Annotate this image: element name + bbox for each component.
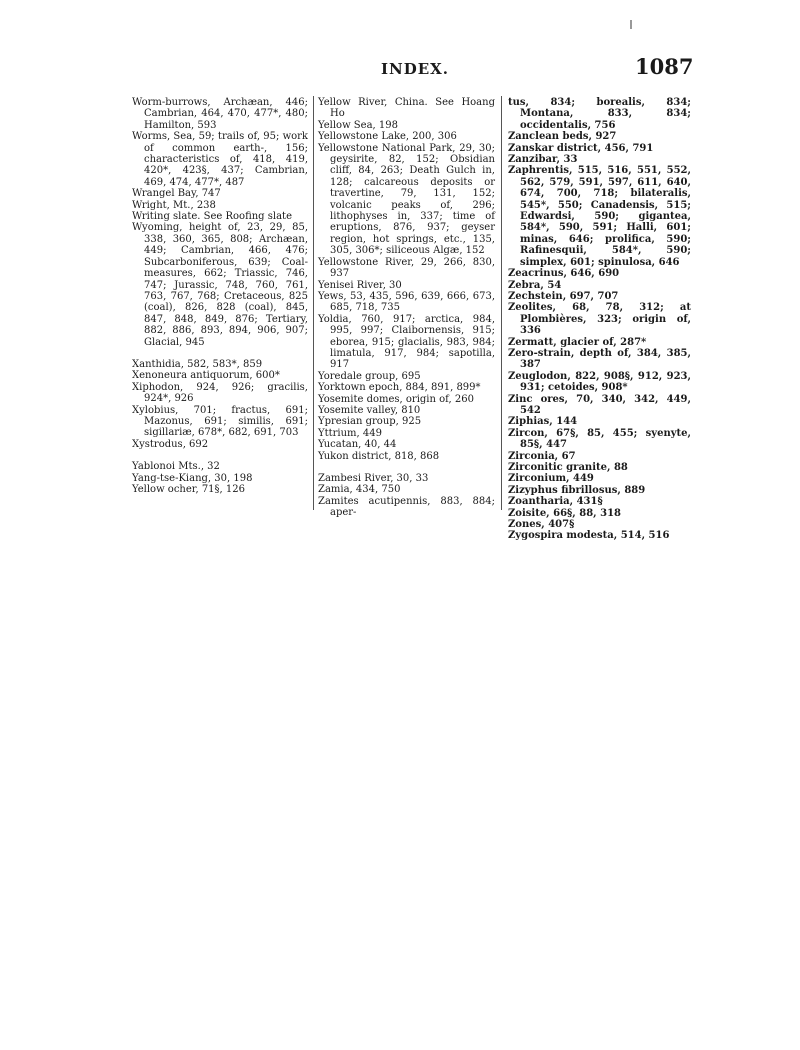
scan-edge-mark	[630, 20, 632, 29]
index-entry: Zanclean beds, 927	[508, 131, 617, 143]
index-entry: Worm-burrows, Archæan, 446; Cambrian, 464, 470, 477*, 480; Hamilton, 593	[132, 97, 308, 131]
index-entry: Wyoming, height of, 23, 29, 85, 338, 360, 365, 808; Archæan, 449; Cambrian, 466, 476; Subcarboniferous, 639; Coal-measures, 662; Triassic, 746, 747; Jurassic, 748, 760, 761, 763, 767, 768; Cretaceous, 825 (coal), 826, 828 (coal), 845, 847, 848, 849, 876; Tertiary, 882, 886, 893, 894, 906, 907; Glacial, 945	[132, 222, 308, 348]
letter-group-gap	[132, 348, 308, 359]
index-entry: Yellow Sea, 198	[318, 119, 398, 131]
index-entry: Zanzibar, 33	[508, 154, 578, 166]
index-entry: Yellow River, China. See Hoang Ho	[318, 97, 495, 120]
index-entry: Xanthidia, 582, 583*, 859	[132, 358, 263, 370]
index-column-2	[318, 97, 495, 519]
running-header-title: INDEX.	[381, 60, 450, 78]
index-entry: Yellow ocher, 71§, 126	[132, 484, 245, 495]
index-entry: Zaphrentis, 515, 516, 551, 552, 562, 579, 591, 597, 611, 640, 674, 700, 718; bilateralis, 545*, 550; Canadensis, 515; Edwardsi, 590; gigantea, 584*, 590, 591; Halli, 601; minas, 646; prolifica, 590; Rafinesquii, 584*, 590; simplex, 601; spinulosa, 646	[508, 165, 691, 268]
index-entry: Yang-tse-Kiang, 30, 198	[132, 472, 253, 484]
index-entry: Zizyphus fibrillosus, 889	[508, 484, 646, 496]
index-entry: Zinc ores, 70, 340, 342, 449, 542	[508, 393, 691, 416]
index-entry: Yellowstone National Park, 29, 30; geysirite, 82, 152; Obsidian cliff, 84, 263; Death Gulch in, 128; calcareous deposits or travertine, 79, 131, 152; volcanic peaks of, 296; lithophyses in, 337; time of eruptions, 876, 937; geyser region, hot springs, etc., 135, 305, 306*; siliceous Algæ, 152	[318, 142, 495, 257]
column-rule-left	[313, 96, 314, 510]
column-rule-right	[501, 96, 502, 510]
index-entry: Zoisite, 66§, 88, 318	[508, 507, 622, 519]
index-entry: Xystrodus, 692	[132, 438, 209, 450]
index-entry: Yablonoi Mts., 32	[132, 461, 220, 473]
index-entry: Zeuglodon, 822, 908§, 912, 923, 931; cetoides, 908*	[508, 370, 691, 394]
index-entry: Zirconia, 67	[508, 450, 576, 462]
index-entry: Zeacrinus, 646, 690	[508, 268, 620, 280]
index-entry: Zones, 407§	[508, 519, 575, 531]
index-entry: Yttrium, 449	[318, 427, 382, 439]
index-entry: Yews, 53, 435, 596, 639, 666, 673, 685, 718, 735	[318, 290, 495, 314]
index-entry: Yellowstone Lake, 200, 306	[318, 131, 457, 143]
index-entry: Zero-strain, depth of, 384, 385, 387	[508, 347, 691, 371]
letter-group-gap	[132, 450, 308, 461]
letter-group-gap	[318, 462, 495, 473]
index-entry: Zamites acutipennis, 883, 884; aper-	[318, 495, 495, 519]
index-entry: Yucatan, 40, 44	[318, 439, 397, 451]
index-entry: Yukon district, 818, 868	[318, 450, 440, 462]
index-entry: Zambesi River, 30, 33	[318, 473, 429, 484]
index-column-1	[132, 97, 308, 495]
page-number: 1087	[635, 54, 694, 79]
index-entry: Worms, Sea, 59; trails of, 95; work of common earth-, 156; characteristics of, 418, 419, 420*, 423§, 437; Cambrian, 469, 474, 477*, 487	[132, 131, 308, 188]
index-entry: Zermatt, glacier of, 287*	[508, 336, 647, 348]
index-entry: tus, 834; borealis, 834; Montana, 833, 834; occidentalis, 756	[508, 97, 691, 131]
index-entry: Ypresian group, 925	[318, 416, 422, 428]
index-entry: Zeolites, 68, 78, 312; at Plombières, 323; origin of, 336	[508, 302, 691, 337]
index-entry: Zoantharia, 431§	[508, 496, 603, 508]
index-column-3	[508, 97, 691, 542]
index-entry: Zircon, 67§, 85, 455; syenyte, 85§, 447	[508, 427, 691, 451]
index-entry: Yellowstone River, 29, 266, 830, 937	[318, 256, 495, 280]
index-entry: Wright, Mt., 238	[132, 199, 216, 211]
index-entry: Zamia, 434, 750	[318, 484, 401, 496]
index-entry: Zirconitic granite, 88	[508, 462, 628, 473]
index-entry: Zebra, 54	[508, 279, 562, 291]
index-entry: Yosemite valley, 810	[318, 404, 421, 416]
index-entry: Yorktown epoch, 884, 891, 899*	[318, 382, 481, 394]
index-entry: Yoldia, 760, 917; arctica, 984, 995, 997; Claibornensis, 915; eborea, 915; glacialis, 983, 984; limatula, 917, 984; sapotilla, 917	[318, 313, 495, 371]
index-entry: Zirconium, 449	[508, 473, 594, 485]
index-entry: Zechstein, 697, 707	[508, 290, 619, 302]
index-entry: Wrangel Bay, 747	[132, 188, 221, 200]
index-entry: Yosemite domes, origin of, 260	[318, 393, 474, 405]
index-entry: Xenoneura antiquorum, 600*	[132, 370, 280, 382]
index-entry: Yoredale group, 695	[318, 370, 421, 382]
index-entry: Yenisei River, 30	[318, 279, 402, 291]
index-entry: Xiphodon, 924, 926; gracilis, 924*, 926	[132, 381, 308, 405]
index-entry: Xylobius, 701; fractus, 691; Mazonus, 691; similis, 691; sigillariæ, 678*, 682, 691, 703	[132, 404, 308, 439]
index-entry: Zanskar district, 456, 791	[508, 142, 654, 154]
index-entry: Writing slate. See Roofing slate	[132, 211, 292, 223]
index-entry: Zygospira modesta, 514, 516	[508, 530, 670, 542]
index-entry: Ziphias, 144	[508, 416, 578, 428]
